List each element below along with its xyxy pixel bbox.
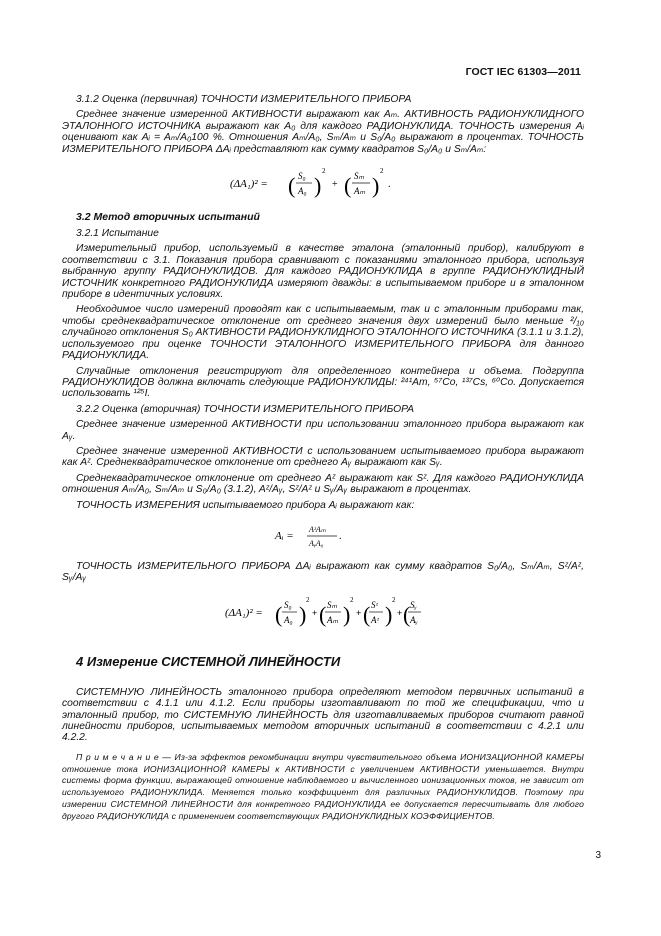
note-paragraph: П р и м е ч а н и е — Из-за эффектов рекомбинации внутри чувствительного объема ИОНИЗАЦИОННОЙ КАМЕРЫ отношение тока ИОНИЗАЦИОННОЙ КАМЕРЫ к АКТИВНОСТИ с увеличением АКТИВНОСТИ уменьшается. Внутри системы форма функции, выражающей отношение наблюдаемого и вычисленного ионизационных токов, не зависит от используемого РАДИОНУКЛИДА. Меняется только коэффициент для различных РАДИОНУКЛИДОВ. Поэтому при измерении СИСТЕМНОЙ ЛИНЕЙНОСТИ для конкретного РАДИОНУКЛИДА ее допускается пересчитывать для любого другого РАДИОНУКЛИДА с применением соответствующих РАДИОНУКЛИДНЫХ КОЭФФИЦИЕНТОВ.	[62, 751, 584, 821]
page-number: 3	[595, 850, 601, 861]
svg-text:): )	[385, 601, 393, 627]
svg-text:(: (	[319, 601, 327, 627]
section-3-2-1-paragraph-1: Измерительный прибор, используемый в качестве эталона (эталонный прибор), калибруют в соответствии с 3.1. Показания прибора сравнивают с показаниями эталонного прибора, используя выбранную группу РАДИОНУКЛИДОВ. Для каждого РАДИОНУКЛИДА в группе РАДИОНУКЛИДНЫЙ ИСТОЧНИК конкретного РАДИОНУКЛИДА измеряют дважды: в испытываемом приборе и в эталонном приборе в идентичных условиях.	[62, 243, 584, 301]
formula-accuracy-primary	[228, 163, 418, 203]
section-3-2-2-paragraph-1: Среднее значение измеренной АКТИВНОСТИ при использовании эталонного прибора выражают как Aᵧ.	[62, 419, 584, 442]
svg-text:Aₘ: Aₘ	[327, 614, 339, 625]
svg-text:2: 2	[380, 167, 384, 176]
section-4-title: 4 Измерение СИСТЕМНОЙ ЛИНЕЙНОСТИ	[76, 653, 341, 669]
formula-accuracy-secondary	[223, 592, 423, 632]
svg-text:S₀: S₀	[284, 599, 292, 610]
section-3-2-2-paragraph-3: Среднеквадратическое отклонение от среднего Aᶻ выражают как Sᶻ. Для каждого РАДИОНУКЛИДА отношения Aₘ/A₀, Sₘ/Aₘ и S₀/A₀ (3.1.2), Aᶻ/Aᵧ, Sᶻ/Aᶻ и Sᵧ/Aᵧ выражают в процентах.	[62, 472, 584, 496]
section-3-1-2-title: 3.1.2 Оценка (первичная) ТОЧНОСТИ ИЗМЕРИТЕЛЬНОГО ПРИБОРА	[76, 94, 412, 105]
svg-text:Sᶻ: Sᶻ	[371, 599, 378, 610]
svg-text:Aₘ: Aₘ	[354, 186, 366, 197]
section-3-2-title: 3.2 Метод вторичных испытаний	[76, 211, 260, 224]
svg-text:(: (	[403, 601, 411, 627]
svg-text:S₀: S₀	[298, 171, 306, 182]
svg-text:2: 2	[350, 595, 354, 604]
svg-text:.: .	[388, 179, 391, 191]
svg-text:+: +	[356, 607, 362, 618]
svg-text:+: +	[312, 607, 318, 618]
section-3-1-2-paragraph: Среднее значение измеренной АКТИВНОСТИ выражают как Aₘ. АКТИВНОСТЬ РАДИОНУКЛИДНОГО ЭТАЛОННОГО ИСТОЧНИКА выражают как A₀ для каждого РАДИОНУКЛИДА. ТОЧНОСТЬ измерения Aᵢ оценивают как Aᵢ = Aₘ/A₀100 %. Отношения Aₘ/A₀, Sₘ/Aₘ и S₀/A₀ выражают в процентах. ТОЧНОСТЬ ИЗМЕРИТЕЛЬНОГО ПРИБОРА ΔAᵢ представляют как сумму квадратов S₀/A₀ и Sₘ/Aₘ:	[62, 109, 584, 155]
svg-text:Aᶻ: Aᶻ	[371, 614, 379, 625]
svg-text:+: +	[397, 607, 403, 618]
section-3-2-1-paragraph-3: Случайные отклонения регистрируют для определенного контейнера и объема. Подгруппа РАДИОНУКЛИДОВ должна включать следующие РАДИОНУКЛИДЫ: ²⁴¹Am, ⁵⁷Co, ¹³⁷Cs, ⁶⁰Co. Допускается использовать ¹²⁵I.	[62, 365, 584, 400]
section-3-2-2-paragraph-2: Среднее значение измеренной АКТИВНОСТИ с использованием испытываемого прибора выражают как Aᶻ. Среднеквадратическое отклонение от среднего Aᵧ выражают как Sᵧ.	[62, 445, 584, 469]
svg-text:(: (	[275, 601, 283, 627]
svg-text:AᶻAₘ: AᶻAₘ	[309, 524, 326, 534]
svg-text:Aᵧ: Aᵧ	[410, 614, 418, 625]
svg-text:Sₘ: Sₘ	[354, 171, 365, 182]
svg-text:Sₘ: Sₘ	[327, 599, 338, 610]
formula-lhs: (ΔA₁)² =	[225, 606, 263, 619]
formula-accuracy-test	[273, 519, 373, 553]
svg-text:): )	[343, 601, 351, 627]
svg-text:): )	[314, 173, 322, 199]
svg-text:(: (	[288, 173, 296, 199]
svg-text:AᵧA₀: AᵧA₀	[309, 538, 324, 548]
svg-text:2: 2	[322, 167, 326, 176]
svg-text:Sᵧ: Sᵧ	[410, 599, 417, 610]
svg-text:+: +	[332, 179, 338, 191]
section-3-2-2-paragraph-4: ТОЧНОСТЬ ИЗМЕРЕНИЯ испытываемого прибора Aᵢ выражают как:	[76, 499, 415, 511]
section-3-2-2-title: 3.2.2 Оценка (вторичная) ТОЧНОСТИ ИЗМЕРИТЕЛЬНОГО ПРИБОРА	[76, 403, 415, 415]
section-3-2-1-title: 3.2.1 Испытание	[76, 228, 159, 240]
section-3-2-1-paragraph-2: Необходимое число измерений проводят как с испытываемым, так и с эталонным приборами так, чтобы среднеквадратическое отклонение от среднего значения двух измерений было меньше ²/₁₀ случайного отклонения S₀ АКТИВНОСТИ РАДИОНУКЛИДНОГО ЭТАЛОННОГО ИСТОЧНИКА (3.1.1 и 3.1.2), используемого при оценке ТОЧНОСТИ ЭТАЛОННОГО ИЗМЕРИТЕЛЬНОГО ПРИБОРА для данного РАДИОНУКЛИДА.	[62, 304, 584, 362]
svg-text:2: 2	[306, 595, 310, 604]
section-3-2-2-paragraph-5: ТОЧНОСТЬ ИЗМЕРИТЕЛЬНОГО ПРИБОРА ΔAᵢ выражают как сумму квадратов S₀/A₀, Sₘ/Aₘ, Sᶻ/Aᶻ, Sᵧ/Aᵧ	[62, 560, 584, 584]
svg-text:A₀: A₀	[284, 614, 293, 625]
formula-lhs: Aᵢ =	[275, 529, 294, 542]
svg-text:(: (	[363, 601, 371, 627]
svg-text:): )	[372, 173, 380, 199]
section-4-paragraph: СИСТЕМНУЮ ЛИНЕЙНОСТЬ эталонного прибора определяют методом первичных испытаний в соответствии с 4.1.1 или 4.1.2. Если приборы изготавливают по той же спецификации, что и эталонный прибор, то СИСТЕМНУЮ ЛИНЕЙНОСТЬ для изготавливаемых приборов считают равной линейности приборов, испытываемых методом вторичных испытаний в соответствии с 4.2.1 или 4.2.2.	[62, 686, 584, 744]
svg-text:A₀: A₀	[298, 186, 307, 197]
svg-text:.: .	[339, 530, 342, 542]
svg-text:(: (	[344, 173, 352, 199]
formula-lhs: (ΔA₁)² =	[230, 178, 268, 191]
svg-text:2: 2	[392, 595, 396, 604]
page-body	[62, 94, 584, 823]
svg-text:): )	[299, 601, 307, 627]
document-header: ГОСТ IEC 61303—2011	[465, 66, 581, 78]
